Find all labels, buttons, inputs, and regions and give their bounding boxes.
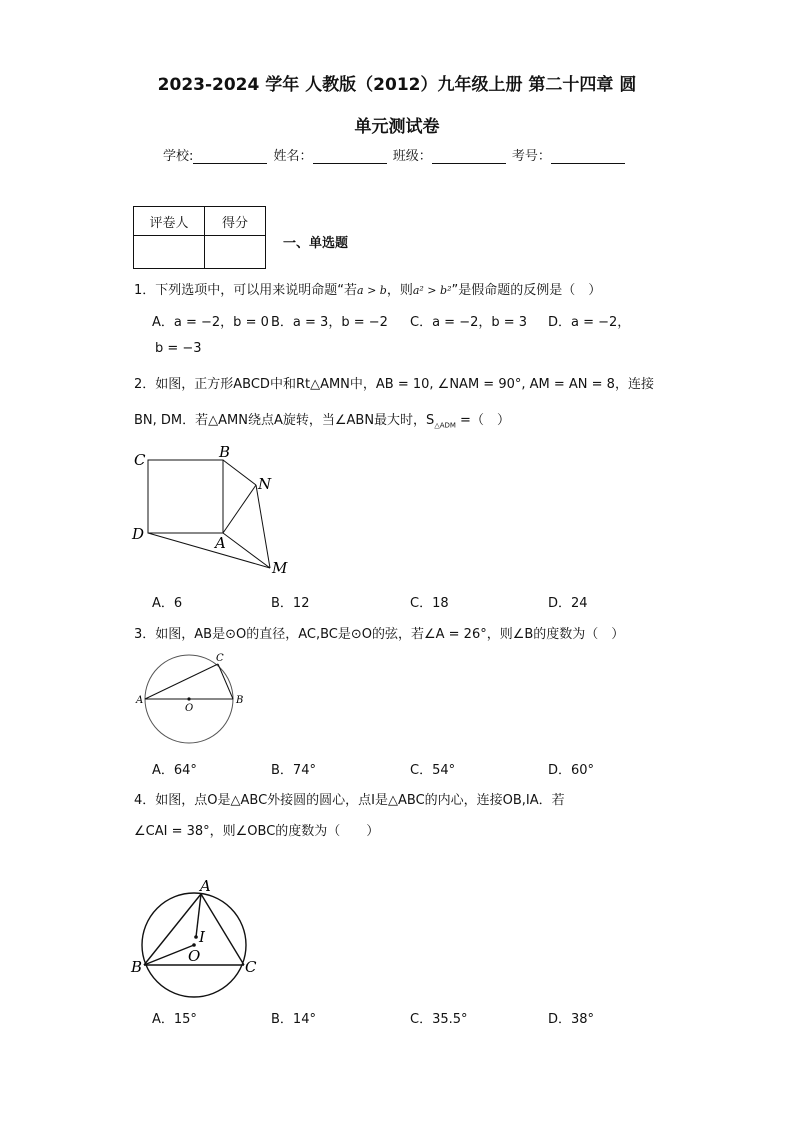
fig4-label-a: A — [200, 877, 211, 895]
school-label: 学校: — [163, 149, 194, 164]
segment-nm — [256, 485, 270, 568]
question-4-stem-line1: 4．如图，点O是△ABC外接圆的圆心，点I是△ABC的内心，连接OB,IA．若 — [134, 793, 565, 808]
fig4-label-b: B — [131, 958, 143, 976]
q1-stem-part: ，则 — [386, 283, 413, 298]
q3-option-c[interactable]: C．54° — [410, 763, 456, 778]
score-header: 得分 — [205, 207, 266, 236]
q2-area-subscript: △ADM — [434, 421, 456, 430]
q2-stem-end: =（ ） — [455, 413, 510, 428]
name-label: 姓名： — [273, 149, 313, 164]
section-title: 一、单选题 — [283, 236, 349, 251]
score-table — [133, 206, 266, 269]
question-1-stem — [134, 279, 601, 298]
exam-title-line2: 单元测试卷 — [354, 117, 440, 137]
center-dot — [187, 697, 190, 700]
q1-option-b[interactable]: B．a = 3，b = −2 — [271, 315, 388, 330]
score-cell[interactable] — [205, 236, 266, 269]
class-blank[interactable] — [432, 149, 506, 164]
fig2-label-c: C — [134, 451, 146, 469]
q1-option-c[interactable]: C．a = −2，b = 3 — [410, 315, 528, 330]
q4-option-a[interactable]: A．15° — [152, 1012, 197, 1027]
q2-option-c[interactable]: C．18 — [410, 596, 449, 611]
segment-dm — [148, 533, 270, 568]
q1-option-a[interactable]: A．a = −2，b = 0 — [152, 315, 269, 330]
fig2-label-n: N — [258, 475, 272, 493]
fig2-label-a: A — [215, 534, 226, 552]
fig3-label-o: O — [185, 703, 194, 714]
side-ac — [201, 894, 244, 965]
grader-header: 评卷人 — [134, 207, 205, 236]
class-label: 班级： — [392, 149, 432, 164]
q2-figure — [128, 440, 298, 580]
chord-bc — [218, 664, 233, 699]
q2-option-b[interactable]: B．12 — [271, 596, 310, 611]
q2-option-a[interactable]: A．6 — [152, 596, 183, 611]
q1-option-d[interactable]: D．a = −2， — [548, 315, 631, 330]
id-blank[interactable] — [551, 149, 625, 164]
q3-option-d[interactable]: D．60° — [548, 763, 595, 778]
fig4-label-i: I — [199, 928, 205, 946]
fig2-label-m: M — [272, 559, 288, 577]
fig2-label-b: B — [219, 443, 231, 461]
school-blank[interactable] — [193, 149, 267, 164]
q2-option-d[interactable]: D．24 — [548, 596, 588, 611]
q3-figure — [130, 648, 250, 748]
fig3-label-c: C — [216, 653, 224, 664]
question-4-stem-line2: ∠CAI = 38°，则∠OBC的度数为（ ） — [134, 824, 380, 839]
name-blank[interactable] — [313, 149, 387, 164]
question-3-stem: 3．如图，AB是⊙O的直径，AC,BC是⊙O的弦，若∠A = 26°，则∠B的度数为（ ） — [134, 627, 625, 642]
incenter-dot — [194, 935, 198, 939]
q3-option-a[interactable]: A．64° — [152, 763, 197, 778]
grader-cell[interactable] — [134, 236, 205, 269]
fig4-label-o: O — [188, 947, 201, 965]
q3-option-b[interactable]: B．74° — [271, 763, 316, 778]
q4-option-d[interactable]: D．38° — [548, 1012, 595, 1027]
q1-stem-part: ”是假命题的反例是（ ） — [451, 283, 602, 298]
exam-title-line1: 2023-2024 学年 人教版（2012）九年级上册 第二十四章 圆 — [157, 75, 637, 95]
q4-option-b[interactable]: B．14° — [271, 1012, 316, 1027]
q1-option-d-cont: b = −3 — [155, 341, 202, 356]
fig2-label-d: D — [132, 525, 145, 543]
q1-stem-part: 1．下列选项中，可以用来说明命题“若 — [134, 283, 358, 298]
q1-conclusion: a² > b² — [412, 284, 452, 297]
segment-bn — [223, 460, 256, 485]
id-label: 考号： — [511, 149, 551, 164]
fig3-label-a: A — [136, 695, 144, 706]
square-abcd — [148, 460, 223, 533]
question-2-stem-line2 — [134, 409, 510, 430]
question-2-stem-line1: 2．如图，正方形ABCD中和Rt△AMN中，AB = 10, ∠NAM = 90°, AM = AN = 8，连接 — [134, 377, 654, 392]
q4-figure — [128, 876, 268, 1006]
segment-am — [223, 533, 270, 568]
q4-option-c[interactable]: C．35.5° — [410, 1012, 468, 1027]
fig3-label-b: B — [236, 695, 244, 706]
q2-stem-text: BN, DM．若△AMN绕点A旋转，当∠ABN最大时，S — [134, 413, 435, 428]
fig4-label-c: C — [245, 958, 257, 976]
q1-condition: a > b — [357, 284, 387, 297]
segment-an — [223, 485, 256, 533]
student-info-line — [163, 145, 627, 164]
